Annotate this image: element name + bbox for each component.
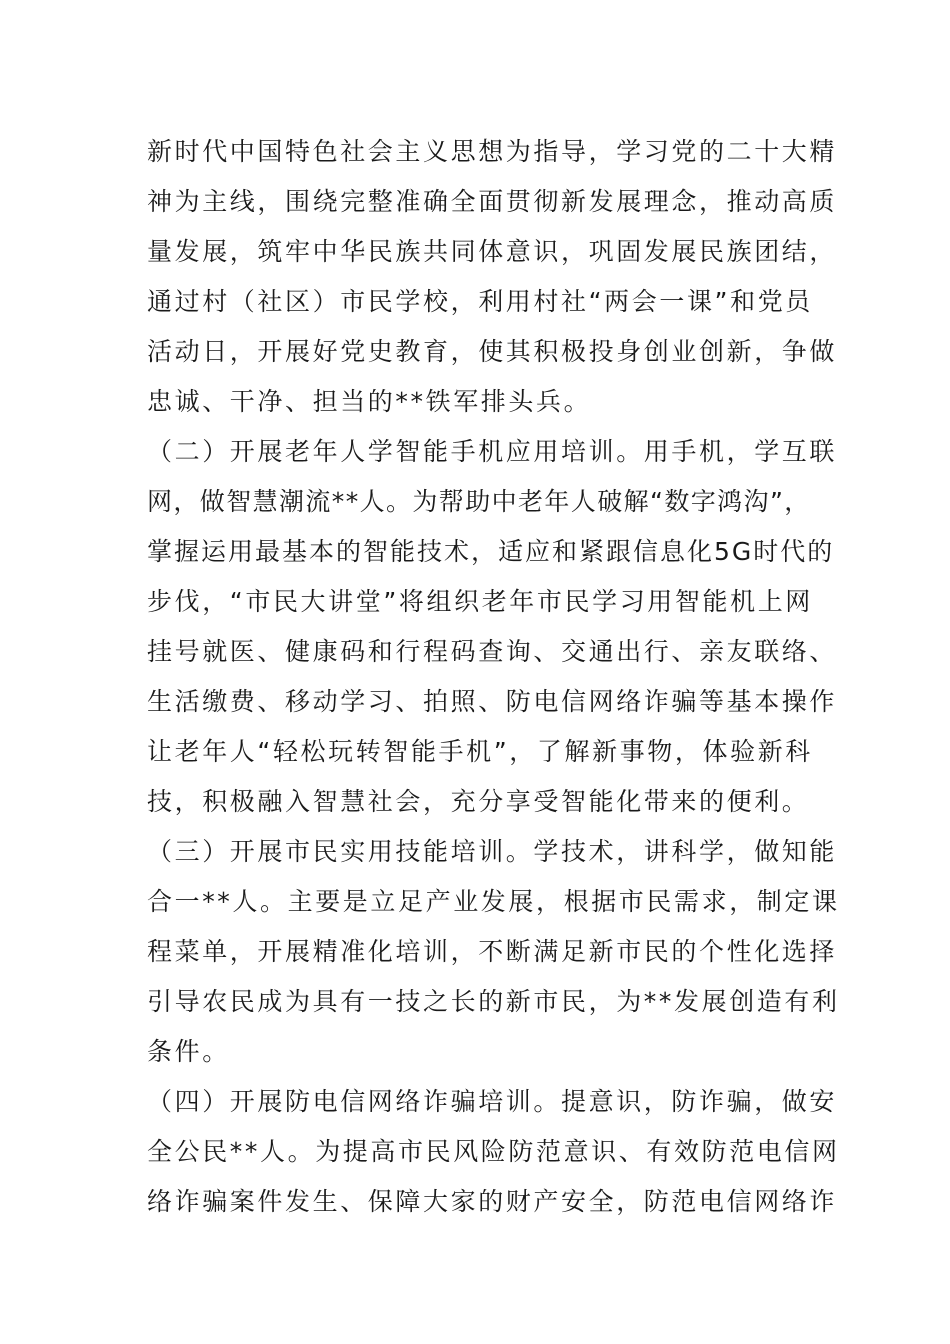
text-line: 络诈骗案件发生、保障大家的财产安全，防范电信网络诈 (147, 1187, 838, 1216)
text-line: 引导农民成为具有一技之长的新市民，为**发展创造有利 (147, 987, 840, 1016)
section-heading-line: （四）开展防电信网络诈骗培训。提意识，防诈骗，做安 (147, 1087, 838, 1116)
text-line: 网，做智慧潮流**人。为帮助中老年人破解“数字鸿沟”， (147, 487, 811, 516)
paragraph-intro (147, 127, 838, 427)
text-line: 条件。 (147, 1037, 230, 1066)
text-line: 通过村（社区）市民学校，利用村社“两会一课”和党员 (147, 287, 813, 316)
section-heading-line: （二）开展老年人学智能手机应用培训。用手机，学互联 (147, 437, 838, 466)
document-body (147, 127, 840, 1227)
text-line: 新时代中国特色社会主义思想为指导，学习党的二十大精 (147, 137, 838, 166)
text-line: 技，积极融入智慧社会，充分享受智能化带来的便利。 (147, 787, 810, 816)
text-line: 合一**人。主要是立足产业发展，根据市民需求，制定课 (147, 887, 840, 916)
text-line: 挂号就医、健康码和行程码查询、交通出行、亲友联络、 (147, 637, 838, 666)
text-line: 掌握运用最基本的智能技术，适应和紧跟信息化5G时代的 (147, 537, 835, 566)
paragraph-section-3 (147, 827, 840, 1077)
section-heading-line: （三）开展市民实用技能培训。学技术，讲科学，做知能 (147, 837, 838, 866)
text-line: 程菜单，开展精准化培训，不断满足新市民的个性化选择 (147, 937, 838, 966)
text-line: 步伐，“市民大讲堂”将组织老年市民学习用智能机上网 (147, 587, 813, 616)
paragraph-section-2 (147, 427, 838, 827)
text-line: 忠诚、干净、担当的**铁军排头兵。 (147, 387, 592, 416)
text-line: 生活缴费、移动学习、拍照、防电信网络诈骗等基本操作 (147, 687, 838, 716)
text-line: 神为主线，围绕完整准确全面贯彻新发展理念，推动高质 (147, 187, 838, 216)
text-line: 活动日，开展好党史教育，使其积极投身创业创新，争做 (147, 337, 838, 366)
paragraph-section-4 (147, 1077, 840, 1227)
text-line: 量发展，筑牢中华民族共同体意识，巩固发展民族团结， (147, 237, 838, 266)
text-line: 让老年人“轻松玩转智能手机”，了解新事物，体验新科 (147, 737, 813, 766)
text-line: 全公民**人。为提高市民风险防范意识、有效防范电信网 (147, 1137, 840, 1166)
